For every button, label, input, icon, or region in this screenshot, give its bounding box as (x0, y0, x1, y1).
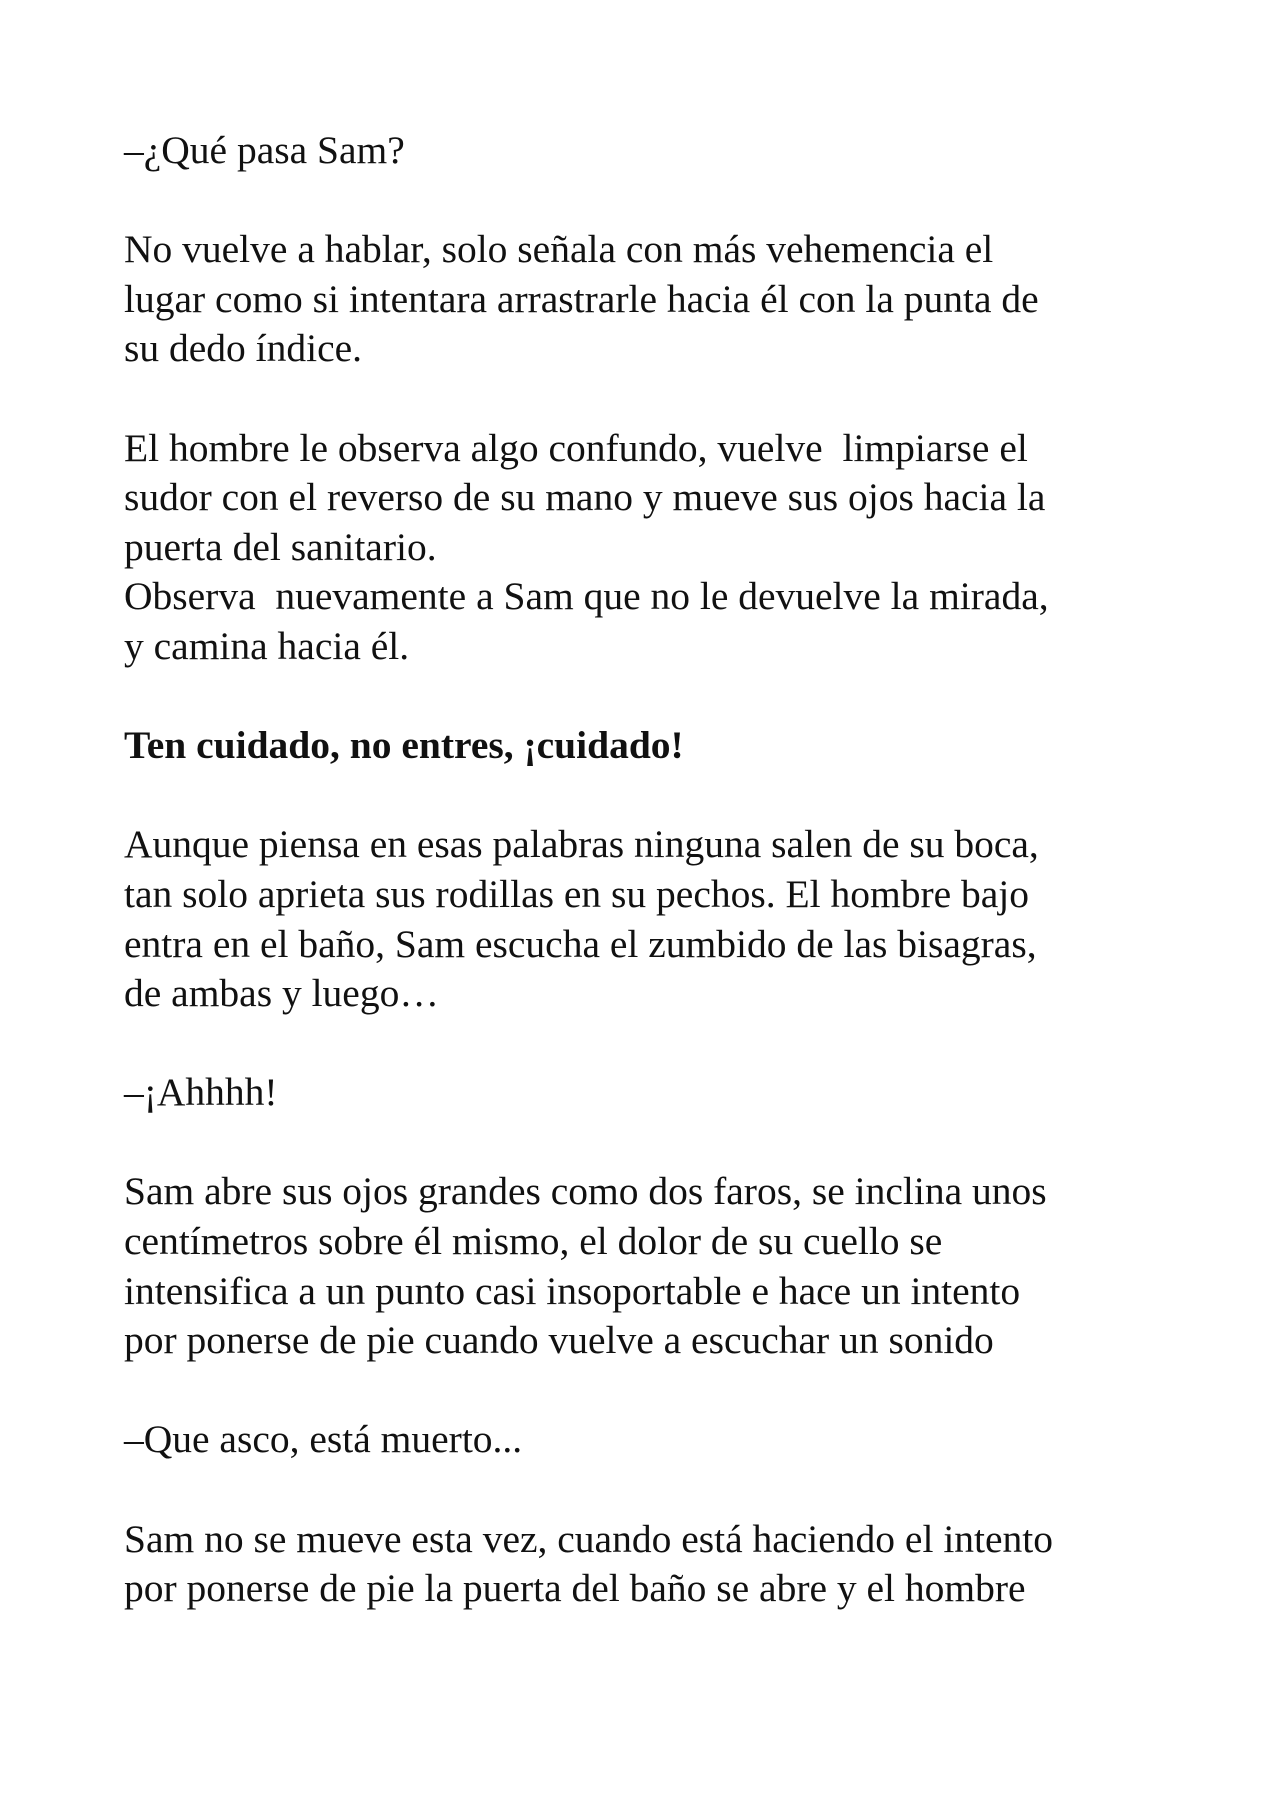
text-line: Ten cuidado, no entres, ¡cuidado! (124, 723, 684, 768)
narrative-paragraph (124, 1167, 1184, 1365)
text-line: por ponerse de pie la puerta del baño se abre y el hombre (124, 1566, 1026, 1611)
text-line: No vuelve a hablar, solo señala con más vehemencia el (124, 227, 994, 272)
text-line: El hombre le observa algo confundo, vuelve limpiarse el (124, 425, 1028, 470)
text-line: centímetros sobre él mismo, el dolor de su cuello se (124, 1219, 943, 1264)
text-line: puerta del sanitario. (124, 524, 437, 569)
text-line: –Que asco, está muerto... (124, 1417, 523, 1462)
narrative-paragraph (124, 1515, 1184, 1614)
narrative-paragraph (124, 424, 1184, 573)
text-line: lugar como si intentara arrastrarle hacia él con la punta de (124, 276, 1039, 321)
text-line: de ambas y luego… (124, 971, 439, 1016)
text-line: Aunque piensa en esas palabras ninguna salen de su boca, (124, 822, 1039, 867)
text-line: por ponerse de pie cuando vuelve a escuchar un sonido (124, 1318, 994, 1363)
text-line: intensifica a un punto casi insoportable e hace un intento (124, 1268, 1021, 1313)
narrative-paragraph (124, 572, 1184, 671)
text-line: –¿Qué pasa Sam? (124, 128, 405, 172)
text-line: su dedo índice. (124, 326, 363, 371)
dialogue-paragraph (124, 1068, 1184, 1118)
text-line: entra en el baño, Sam escucha el zumbido de las bisagras, (124, 921, 1037, 966)
document-body (124, 126, 1184, 1663)
text-line: y camina hacia él. (124, 623, 410, 668)
dialogue-paragraph (124, 1415, 1184, 1465)
text-line: Sam abre sus ojos grandes como dos faros, se inclina unos (124, 1169, 1047, 1214)
text-line: tan solo aprieta sus rodillas en su pechos. El hombre bajo (124, 871, 1030, 916)
dialogue-paragraph (124, 126, 1184, 176)
inner-thought-paragraph (124, 721, 1184, 771)
text-line: Sam no se mueve esta vez, cuando está haciendo el intento (124, 1516, 1054, 1561)
narrative-paragraph (124, 820, 1184, 1018)
text-line: Observa nuevamente a Sam que no le devuelve la mirada, (124, 574, 1049, 619)
text-line: sudor con el reverso de su mano y mueve sus ojos hacia la (124, 475, 1046, 520)
text-line: –¡Ahhhh! (124, 1070, 278, 1115)
narrative-paragraph (124, 225, 1184, 374)
